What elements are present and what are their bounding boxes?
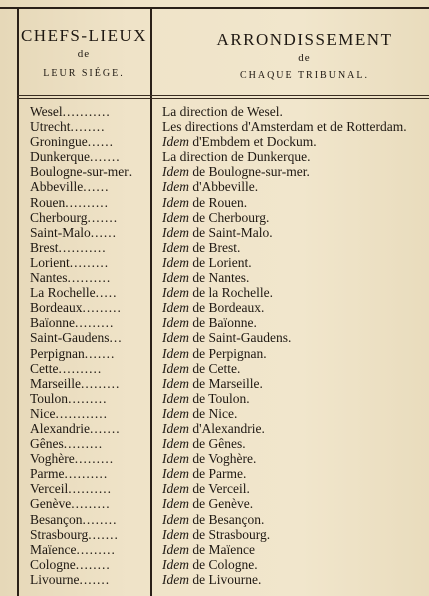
- table-row: [0, 391, 429, 406]
- table-row: [0, 481, 429, 496]
- leader-dots: ..........: [64, 466, 109, 482]
- table-row: [0, 270, 429, 285]
- seat-city: Voghère: [30, 451, 75, 467]
- leader-dots: ...........: [58, 239, 107, 255]
- table-row: [0, 315, 429, 330]
- table-row: [0, 300, 429, 315]
- seat-cell: [30, 361, 148, 376]
- table-row: [0, 240, 429, 255]
- leader-dots: ......: [87, 134, 114, 150]
- district-cell: [162, 134, 429, 149]
- idem-marker: Idem: [162, 164, 189, 180]
- seat-city: Abbeville: [30, 179, 84, 195]
- seat-city: Nantes: [30, 270, 68, 286]
- table-row: [0, 134, 429, 149]
- idem-marker: Idem: [162, 285, 189, 301]
- district-cell: [162, 210, 429, 225]
- idem-marker: Idem: [162, 526, 189, 542]
- district-text: de Maïence: [189, 541, 255, 557]
- seat-cell: [30, 557, 148, 572]
- district-text: de Parme.: [189, 466, 247, 482]
- seat-city: Maïence: [30, 541, 77, 557]
- seat-cell: [30, 285, 148, 300]
- district-text: d'Alexandrie.: [189, 420, 265, 436]
- table-row: [0, 179, 429, 194]
- idem-marker: Idem: [162, 179, 189, 195]
- district-cell: [162, 119, 429, 134]
- idem-marker: Idem: [162, 360, 189, 376]
- table-row: [0, 557, 429, 572]
- seat-city: Dunkerque: [30, 149, 90, 165]
- district-cell: [162, 421, 429, 436]
- idem-marker: Idem: [162, 390, 189, 406]
- idem-marker: Idem: [162, 451, 189, 467]
- idem-marker: Idem: [162, 481, 189, 497]
- idem-marker: Idem: [162, 330, 189, 346]
- table-row: [0, 466, 429, 481]
- seat-city: Cherbourg: [30, 209, 88, 225]
- table-row: [0, 210, 429, 225]
- seat-cell: [30, 315, 148, 330]
- seat-cell: [30, 512, 148, 527]
- leader-dots: .......: [89, 420, 121, 436]
- table-row: [0, 195, 429, 210]
- seat-cell: [30, 240, 148, 255]
- leader-dots: .........: [75, 315, 115, 331]
- district-cell: [162, 300, 429, 315]
- idem-marker: Idem: [162, 556, 189, 572]
- seat-city: Perpignan: [30, 345, 85, 361]
- district-text: de Bordeaux.: [189, 300, 265, 316]
- seat-city: Nice: [30, 405, 56, 421]
- table-row: [0, 104, 429, 119]
- table-row: [0, 421, 429, 436]
- table-row: [0, 149, 429, 164]
- district-text: de Gênes.: [189, 436, 246, 452]
- idem-marker: Idem: [162, 270, 189, 286]
- district-cell: [162, 346, 429, 361]
- idem-marker: Idem: [162, 345, 189, 361]
- seat-cell: [30, 527, 148, 542]
- seat-city: Marseille: [30, 375, 81, 391]
- seat-city: Cologne: [30, 556, 76, 572]
- seat-city: Toulon: [30, 390, 69, 406]
- seat-cell: [30, 149, 148, 164]
- leader-dots: ........: [82, 511, 118, 527]
- seat-cell: [30, 572, 148, 587]
- idem-marker: Idem: [162, 541, 189, 557]
- district-cell: [162, 466, 429, 481]
- district-text: de Besançon.: [189, 511, 265, 527]
- table-row: [0, 451, 429, 466]
- idem-marker: Idem: [162, 209, 189, 225]
- seat-city: Groningue: [30, 134, 88, 150]
- district-text: de Rouen.: [189, 194, 248, 210]
- seat-city: La Rochelle: [30, 285, 96, 301]
- district-cell: [162, 542, 429, 557]
- seat-cell: [30, 391, 148, 406]
- leader-dots: ..........: [67, 270, 112, 286]
- top-rule: [0, 7, 429, 9]
- district-text: de Brest.: [189, 239, 241, 255]
- leader-dots: .......: [87, 209, 119, 225]
- table-row: [0, 225, 429, 240]
- idem-marker: Idem: [162, 466, 189, 482]
- district-text: de Cette.: [189, 360, 241, 376]
- table-row: [0, 436, 429, 451]
- table-row: [0, 406, 429, 421]
- seat-cell: [30, 421, 148, 436]
- seat-cell: [30, 376, 148, 391]
- table-body: [0, 104, 429, 587]
- seat-cell: [30, 330, 148, 345]
- table-row: [0, 255, 429, 270]
- district-cell: [162, 406, 429, 421]
- leader-dots: ......: [90, 224, 117, 240]
- seat-city: Livourne: [30, 571, 80, 587]
- district-cell: [162, 285, 429, 300]
- leader-dots: .: [128, 164, 134, 180]
- district-cell: [162, 195, 429, 210]
- district-cell: [162, 436, 429, 451]
- seat-city: Bordeaux: [30, 300, 83, 316]
- district-cell: [162, 557, 429, 572]
- seat-city: Gênes: [30, 436, 64, 452]
- seat-cell: [30, 164, 148, 179]
- leader-dots: ............: [55, 405, 108, 421]
- seat-cell: [30, 119, 148, 134]
- seat-cell: [30, 436, 148, 451]
- seat-city: Wesel: [30, 104, 63, 119]
- leader-dots: ..........: [58, 360, 103, 376]
- district-cell: [162, 527, 429, 542]
- seat-city: Verceil: [30, 481, 69, 497]
- table-row: [0, 527, 429, 542]
- seat-city: Strasbourg: [30, 526, 89, 542]
- leader-dots: ......: [83, 179, 110, 195]
- seat-city: Parme: [30, 466, 65, 482]
- district-cell: [162, 255, 429, 270]
- district-cell: [162, 149, 429, 164]
- leader-dots: ...........: [62, 104, 111, 119]
- leader-dots: ........: [75, 556, 111, 572]
- idem-marker: Idem: [162, 420, 189, 436]
- district-text: de Nantes.: [189, 270, 250, 286]
- district-text: de Boulogne-sur-mer.: [189, 164, 310, 180]
- seat-cell: [30, 210, 148, 225]
- district-cell: [162, 391, 429, 406]
- seat-cell: [30, 346, 148, 361]
- leader-dots: .........: [74, 451, 115, 467]
- seat-city: Baïonne: [30, 315, 75, 331]
- leader-dots: .........: [68, 390, 108, 406]
- district-cell: [162, 496, 429, 511]
- seat-cell: [30, 542, 148, 557]
- district-text: de Saint-Gaudens.: [189, 330, 292, 346]
- table-row: [0, 330, 429, 345]
- district-cell: [162, 361, 429, 376]
- leader-dots: .........: [82, 300, 122, 316]
- idem-marker: Idem: [162, 511, 189, 527]
- col1-header-subtitle: LEUR SIÉGE.: [43, 68, 125, 79]
- district-cell: [162, 376, 429, 391]
- district-text: La direction de Wesel.: [162, 104, 283, 119]
- district-text: de Cologne.: [189, 556, 258, 572]
- leader-dots: ........: [70, 119, 106, 135]
- seat-cell: [30, 300, 148, 315]
- leader-dots: .......: [84, 345, 116, 361]
- idem-marker: Idem: [162, 571, 189, 587]
- col1-header-de: de: [77, 48, 91, 60]
- district-cell: [162, 481, 429, 496]
- district-text: de Livourne.: [189, 571, 262, 587]
- seat-city: Lorient: [30, 254, 70, 270]
- district-text: d'Abbeville.: [189, 179, 259, 195]
- seat-cell: [30, 270, 148, 285]
- district-text: Les directions d'Amsterdam et de Rotterdam.: [162, 119, 407, 135]
- seat-city: Saint-Gaudens: [30, 330, 110, 346]
- leader-dots: .........: [71, 496, 111, 512]
- seat-city: Utrecht: [30, 119, 71, 135]
- seat-city: Boulogne-sur-mer: [30, 164, 129, 180]
- district-text: de Nice.: [189, 405, 238, 421]
- seat-cell: [30, 104, 148, 119]
- idem-marker: Idem: [162, 224, 189, 240]
- district-cell: [162, 240, 429, 255]
- table-row: [0, 376, 429, 391]
- seat-cell: [30, 496, 148, 511]
- district-text: de Baïonne.: [189, 315, 257, 331]
- col2-header-subtitle: CHAQUE TRIBUNAL.: [239, 70, 370, 81]
- table-row: [0, 285, 429, 300]
- district-cell: [162, 225, 429, 240]
- district-text: de Saint-Malo.: [189, 224, 273, 240]
- district-text: de Marseille.: [189, 375, 263, 391]
- district-text: de Genève.: [189, 496, 254, 512]
- leader-dots: ..........: [68, 481, 112, 497]
- district-text: de Voghère.: [189, 451, 257, 467]
- district-cell: [162, 104, 429, 119]
- district-text: de la Rochelle.: [189, 285, 273, 301]
- leader-dots: ..........: [65, 194, 109, 210]
- district-cell: [162, 512, 429, 527]
- table-row: [0, 164, 429, 179]
- district-cell: [162, 330, 429, 345]
- seat-city: Rouen: [30, 194, 66, 210]
- idem-marker: Idem: [162, 496, 189, 512]
- seat-cell: [30, 451, 148, 466]
- seat-cell: [30, 179, 148, 194]
- table-row: [0, 512, 429, 527]
- table-row: [0, 542, 429, 557]
- idem-marker: Idem: [162, 300, 189, 316]
- col2-header-title: ARRONDISSEMENT: [216, 30, 393, 49]
- idem-marker: Idem: [162, 436, 189, 452]
- seat-city: Alexandrie: [30, 420, 90, 436]
- leader-dots: .........: [80, 375, 121, 391]
- table-row: [0, 119, 429, 134]
- seat-cell: [30, 406, 148, 421]
- leader-dots: .......: [89, 149, 121, 165]
- seat-city: Saint-Malo: [30, 224, 91, 240]
- district-cell: [162, 179, 429, 194]
- idem-marker: Idem: [162, 405, 189, 421]
- district-cell: [162, 572, 429, 587]
- district-cell: [162, 451, 429, 466]
- seat-cell: [30, 134, 148, 149]
- seat-city: Cette: [30, 360, 59, 376]
- seat-cell: [30, 195, 148, 210]
- district-text: d'Embdem et Dockum.: [189, 134, 317, 150]
- header-rule-double: [17, 98, 429, 99]
- leader-dots: .........: [76, 541, 116, 557]
- seat-city: Genève: [30, 496, 72, 512]
- district-cell: [162, 315, 429, 330]
- leader-dots: .........: [69, 254, 110, 270]
- district-text: La direction de Dunkerque.: [162, 149, 311, 165]
- seat-city: Brest: [30, 239, 59, 255]
- district-text: de Verceil.: [189, 481, 250, 497]
- seat-cell: [30, 255, 148, 270]
- header-rule: [17, 95, 429, 96]
- district-text: de Lorient.: [189, 254, 252, 270]
- seat-cell: [30, 481, 148, 496]
- seat-cell: [30, 225, 148, 240]
- col1-header-title: CHEFS-LIEUX: [20, 26, 148, 45]
- idem-marker: Idem: [162, 254, 189, 270]
- district-text: de Perpignan.: [189, 345, 267, 361]
- leader-dots: ...: [109, 330, 123, 346]
- idem-marker: Idem: [162, 375, 189, 391]
- table-row: [0, 572, 429, 587]
- leader-dots: .......: [79, 571, 111, 587]
- district-text: de Toulon.: [189, 390, 250, 406]
- seat-cell: [30, 466, 148, 481]
- idem-marker: Idem: [162, 134, 189, 150]
- table-row: [0, 496, 429, 511]
- idem-marker: Idem: [162, 239, 189, 255]
- leader-dots: .......: [88, 526, 119, 542]
- leader-dots: .........: [63, 436, 104, 452]
- seat-city: Besançon: [30, 511, 83, 527]
- table-row: [0, 346, 429, 361]
- district-text: de Strasbourg.: [189, 526, 271, 542]
- leader-dots: .....: [95, 285, 118, 301]
- col2-header-de: de: [298, 52, 311, 64]
- idem-marker: Idem: [162, 194, 189, 210]
- table-row: [0, 361, 429, 376]
- idem-marker: Idem: [162, 315, 189, 331]
- district-cell: [162, 270, 429, 285]
- district-cell: [162, 164, 429, 179]
- district-text: de Cherbourg.: [189, 209, 270, 225]
